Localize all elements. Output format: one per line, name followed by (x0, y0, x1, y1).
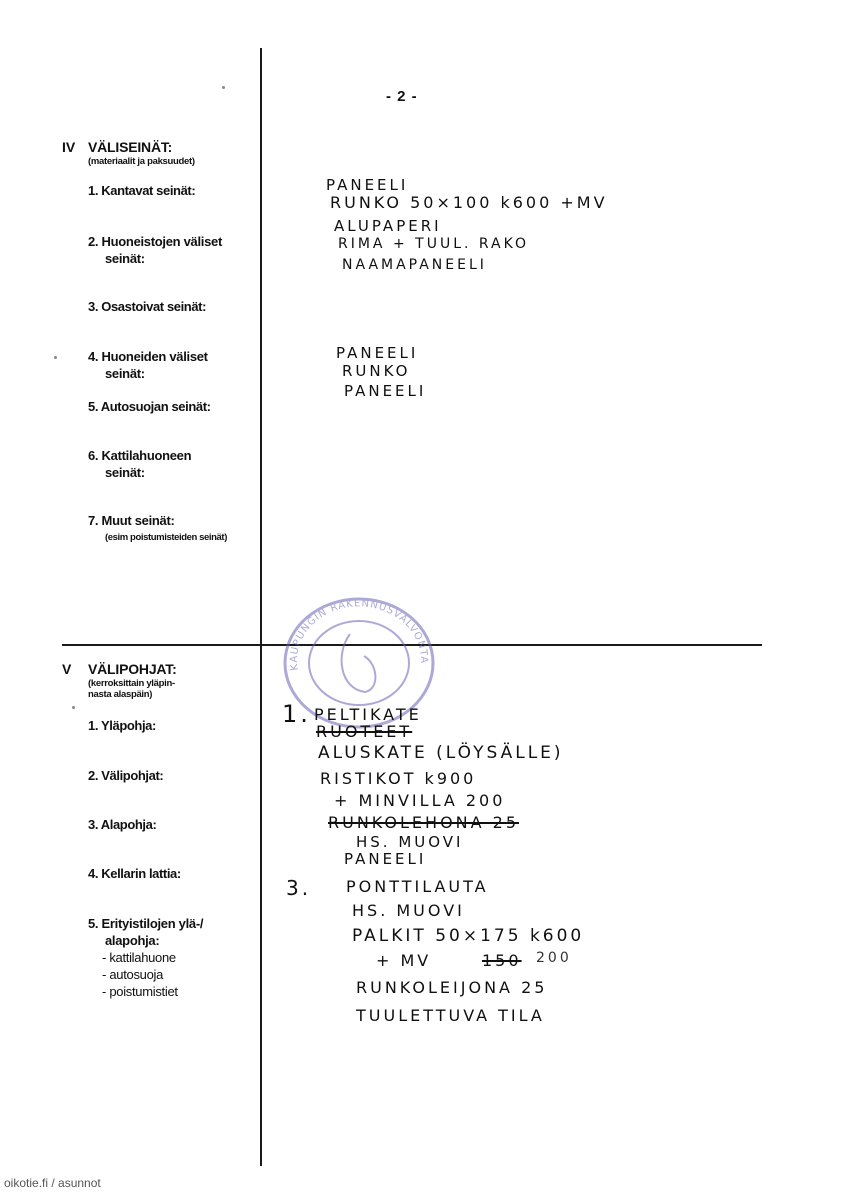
speck (222, 86, 225, 89)
item-kellarin-lattia (88, 865, 181, 882)
handwriting-number: 1. (282, 700, 311, 728)
item-note: (esim poistumisteiden seinät) (105, 532, 227, 543)
item-kantavat-seinat (88, 182, 195, 199)
svg-text:KAUPUNGIN RAKENNUSVALVONTA · P (280, 594, 429, 671)
section-v-subtitle (88, 678, 175, 700)
handwriting-line: ALUSKATE (LÖYSÄLLE) (318, 743, 564, 763)
speck (54, 356, 57, 359)
item-label: 1. Kantavat seinät: (88, 183, 196, 198)
item-label: 3. Alapohja: (88, 817, 157, 832)
page-number: - 2 - (386, 88, 418, 105)
handwriting-line: HS. MUOVI (356, 833, 464, 851)
item-label: 1. Yläpohja: (88, 718, 156, 733)
item-label: 6. Kattilahuoneen (88, 448, 192, 463)
item-label: 5. Erityistilojen ylä-/ (88, 916, 204, 931)
item-osastoivat-seinat (88, 298, 206, 315)
handwriting-line: PONTTILAUTA (346, 877, 489, 896)
handwriting-line: RIMA + TUUL. RAKO (338, 236, 530, 252)
item-kattilahuoneen-seinat (88, 447, 191, 481)
list-item: - kattilahuone (102, 950, 176, 965)
handwriting-line: RUNKO (342, 362, 411, 380)
handwriting-line: RUNKOLEIJONA 25 (356, 978, 548, 997)
item-huoneistojen-valiset (88, 233, 222, 267)
item-label: 4. Huoneiden väliset (88, 349, 208, 364)
item-label: 2. Huoneistojen väliset (88, 234, 222, 249)
item-label: 7. Muut seinät: (88, 513, 175, 528)
item-ylapohja (88, 717, 156, 734)
handwriting-line: 200 (536, 950, 572, 966)
speck (72, 706, 75, 709)
handwriting-line-struck: 150 (482, 951, 522, 970)
handwriting-line: PANEELI (326, 176, 409, 194)
section-iv-title: VÄLISEINÄT: (88, 139, 173, 155)
handwriting-line: + MINVILLA 200 (334, 791, 506, 810)
handwriting-line-struck: RUNKOLEHONA 25 (328, 813, 520, 832)
item-huoneiden-valiset (88, 348, 208, 382)
subtitle-line: (kerroksittain yläpin- (88, 678, 175, 689)
handwriting-line: HS. MUOVI (352, 901, 465, 920)
item-erityistilojen (88, 915, 203, 1000)
handwriting-line: TUULETTUVA TILA (356, 1006, 545, 1025)
handwriting-line-struck: RUOTEET (316, 722, 413, 741)
handwriting-line: RUNKO 50×100 k600 +MV (330, 193, 608, 212)
item-alapohja (88, 816, 156, 833)
handwriting-line: PANEELI (344, 850, 427, 868)
footer-source: oikotie.fi / asunnot (4, 1176, 101, 1190)
item-label-cont: seinät: (105, 465, 145, 480)
section-v-title: VÄLIPOHJAT: (88, 661, 177, 677)
section-iv-subtitle: (materiaalit ja paksuudet) (88, 156, 195, 167)
item-autosuojan-seinat (88, 398, 211, 415)
handwriting-line: PANEELI (336, 344, 419, 362)
list-item: - poistumistiet (102, 984, 178, 999)
handwriting-line: ALUPAPERI (334, 217, 442, 235)
vertical-divider (260, 48, 262, 1166)
handwriting-line: RISTIKOT k900 (320, 769, 477, 788)
handwriting-line: PANEELI (344, 382, 427, 400)
item-label-cont: alapohja: (105, 933, 160, 948)
handwriting-line: NAAMAPANEELI (342, 257, 487, 273)
item-muut-seinat (88, 512, 227, 546)
list-item: - autosuoja (102, 967, 164, 982)
subtitle-line: nasta alaspäin) (88, 689, 153, 700)
item-label: 3. Osastoivat seinät: (88, 299, 207, 314)
item-valipohjat (88, 767, 163, 784)
item-label: 5. Autosuojan seinät: (88, 399, 211, 414)
item-label: 2. Välipohjat: (88, 768, 164, 783)
handwriting-number: 3. (286, 876, 312, 900)
handwriting-line: PELTIKATE (314, 705, 422, 724)
section-v-numeral: V (62, 661, 72, 677)
handwriting-line: + MV (376, 951, 432, 970)
item-label-cont: seinät: (105, 251, 145, 266)
stamp-text: KAUPUNGIN RAKENNUSVALVONTA (288, 598, 430, 672)
section-iv-numeral: IV (62, 139, 76, 155)
item-label-cont: seinät: (105, 366, 145, 381)
handwriting-line: PALKIT 50×175 k600 (352, 926, 585, 946)
item-label: 4. Kellarin lattia: (88, 866, 181, 881)
